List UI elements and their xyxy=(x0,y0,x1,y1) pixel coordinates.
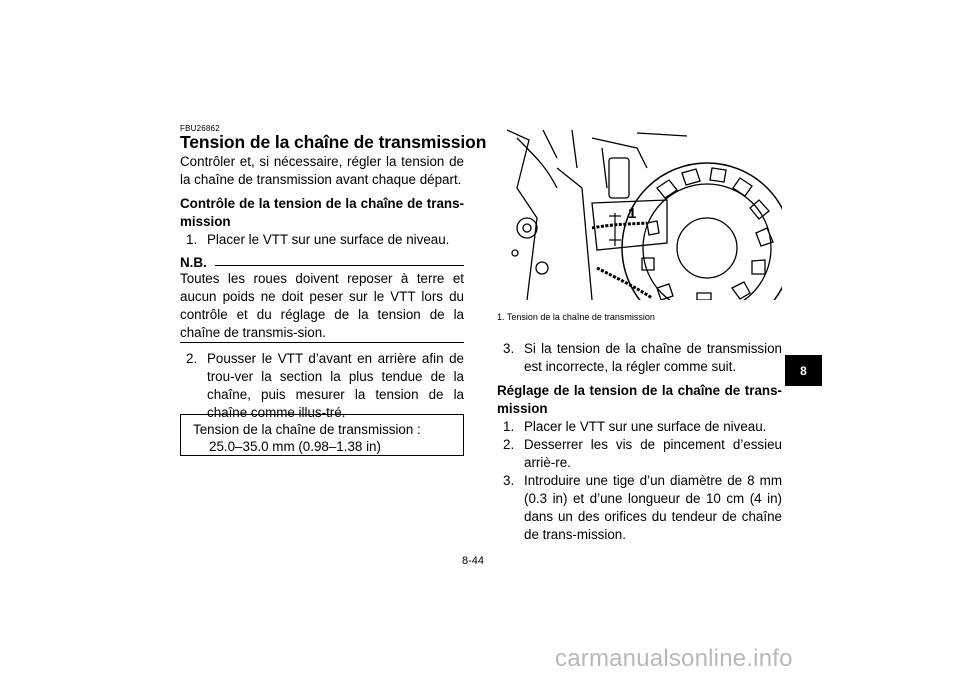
intro-paragraph: Contrôler et, si nécessaire, régler la tension de la chaîne de transmission avant chaque départ. xyxy=(180,154,464,187)
adjust-step-1 xyxy=(503,418,782,436)
step-number: 1. xyxy=(186,232,198,247)
step-number: 3. xyxy=(503,341,515,356)
chapter-tab: 8 xyxy=(785,355,822,386)
step-number: 2. xyxy=(186,351,198,366)
adjust-step-3 xyxy=(503,472,782,544)
note-text: Toutes les roues doivent reposer à terre et aucun poids ne doit peser sur le VTT lors du contrôle et du réglage de la tension de la chaîne de transmis-sion. xyxy=(180,271,464,340)
figure-caption: 1. Tension de la chaîne de transmission xyxy=(497,312,655,322)
note-heading: N.B. xyxy=(180,255,207,270)
adjust-heading: Réglage de la tension de la chaîne de trans-mission xyxy=(497,383,782,416)
check-heading: Contrôle de la tension de la chaîne de trans-mission xyxy=(180,196,464,229)
step-number: 2. xyxy=(503,437,515,452)
step-text: Placer le VTT sur une surface de niveau. xyxy=(524,419,767,434)
spec-label: Tension de la chaîne de transmission : xyxy=(193,422,421,437)
page-number: 8-44 xyxy=(462,555,485,567)
step-text: Si la tension de la chaîne de transmission est incorrecte, la régler comme suit. xyxy=(524,341,782,374)
check-step-3 xyxy=(503,340,782,376)
step-text: Placer le VTT sur une surface de niveau. xyxy=(207,232,450,247)
spec-box xyxy=(180,414,464,456)
check-step-2 xyxy=(186,350,464,422)
step-text: Desserrer les vis de pincement d’essieu arriè-re. xyxy=(524,437,782,470)
document-code: FBU26862 xyxy=(180,124,220,133)
step-number: 3. xyxy=(503,473,515,488)
step-text: Introduire une tige d’un diamètre de 8 mm (0.3 in) et d’une longueur de 10 cm (4 in) dans un des orifices du tendeur de chaîne de trans-mission. xyxy=(524,473,782,542)
step-number: 1. xyxy=(503,419,515,434)
check-step-1 xyxy=(186,231,464,249)
step-text: Pousser le VTT d’avant en arrière afin de trou-ver la section la plus tendue de la chaîne, puis mesurer la tension de la chaîne comme illus-tré. xyxy=(207,351,464,420)
watermark: carmanualsonline.info xyxy=(555,645,793,672)
note-bottom-rule xyxy=(180,342,464,343)
section-title: Tension de la chaîne de transmission xyxy=(180,132,487,152)
chain-illustration xyxy=(497,128,782,300)
figure-callout-number: 1 xyxy=(628,205,637,222)
adjust-step-2 xyxy=(503,436,782,472)
spec-value: 25.0–35.0 mm (0.98–1.38 in) xyxy=(209,439,381,454)
note-top-rule xyxy=(215,265,464,266)
chain-drawing xyxy=(497,128,782,300)
